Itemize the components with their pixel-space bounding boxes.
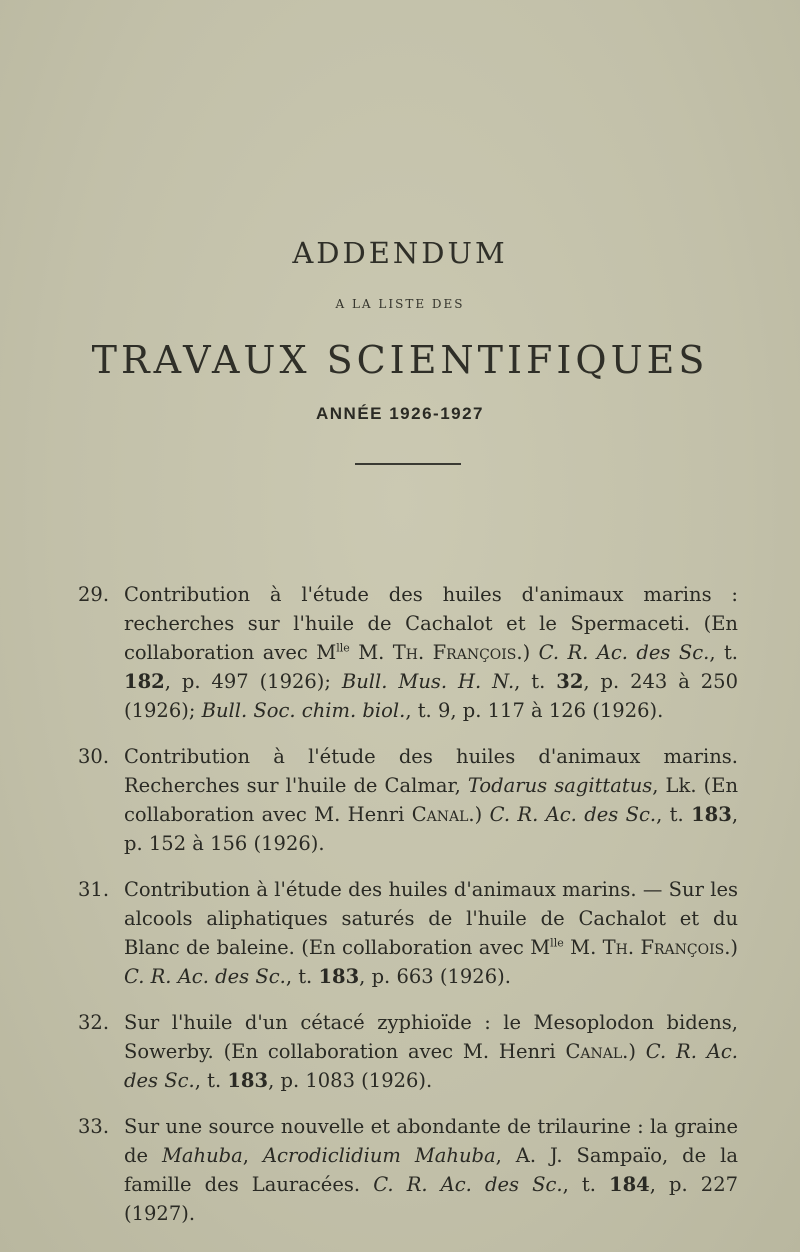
- divider: [355, 463, 461, 465]
- entry-number: 31.: [78, 878, 110, 901]
- entry-text: Contribution à l'étude des huiles d'animaux marins. — Sur les alcools aliphatiques saturés de l'huile de Cachalot et du Blanc de baleine. (En collaboration avec $M^{lle}$ M. Th. François.) C. R. Ac. des Sc., t. 183, p. 663 (1926).: [124, 878, 739, 988]
- entry-species: Todarus sagittatus: [467, 774, 653, 797]
- publication-entry-32: [78, 1008, 738, 1095]
- publication-entry-30: [78, 742, 738, 858]
- entry-journal: Bull. Mus. H. N.: [341, 670, 515, 693]
- publication-entry-29: [78, 580, 738, 725]
- entry-journal: C. R. Ac. des Sc.: [124, 965, 286, 988]
- entry-text: Contribution à l'étude des huiles d'animaux marins. Recherches sur l'huile de Calmar, Todarus sagittatus, Lk. (En collaboration avec M. Henri Canal.) C. R. Ac. des Sc., t. 183, p. 152 à 156 (1926).: [124, 745, 739, 855]
- entry-species: Acrodiclidium Mahuba: [262, 1144, 496, 1167]
- entry-text: Sur une source nouvelle et abondante de trilaurine : la graine de Mahuba, Acrodiclidium Mahuba, A. J. Sampaïo, de la famille des Lauracées. C. R. Ac. des Sc., t. 184, p. 227 (1927).: [124, 1115, 739, 1225]
- publication-list: [78, 580, 738, 1245]
- publication-entry-33: [78, 1112, 738, 1228]
- entry-journal: C. R. Ac. des Sc.: [373, 1173, 563, 1196]
- entry-journal: Bull. Soc. chim. biol.: [201, 699, 406, 722]
- entry-journal: C. R. Ac. des Sc.: [538, 641, 710, 664]
- entry-author: Canal: [565, 1040, 623, 1063]
- entry-journal: C. R. Ac. des Sc.: [489, 803, 657, 826]
- entry-number: 29.: [78, 583, 110, 606]
- document-title: ADDENDUM: [292, 236, 508, 270]
- entry-journal: C. R. Ac. des Sc.: [124, 1040, 738, 1092]
- entry-number: 32.: [78, 1011, 110, 1034]
- document-subtitle: A LA LISTE DES: [335, 297, 465, 311]
- entry-author: Th. François: [392, 641, 517, 664]
- publication-entry-31: [78, 875, 738, 991]
- entry-number: 30.: [78, 745, 110, 768]
- entry-number: 33.: [78, 1115, 110, 1138]
- entry-author: Th. François: [602, 936, 725, 959]
- document-year: ANNÉE 1926-1927: [315, 404, 485, 423]
- document-heading: TRAVAUX SCIENTIFIQUES: [91, 338, 709, 382]
- entry-text: Sur l'huile d'un cétacé zyphioïde : le Mesoplodon bidens, Sowerby. (En collaboration avec M. Henri Canal.) C. R. Ac. des Sc., t. 183, p. 1083 (1926).: [124, 1011, 738, 1092]
- entry-author: Canal: [411, 803, 469, 826]
- entry-text: Contribution à l'étude des huiles d'animaux marins : recherches sur l'huile de Cachalot et le Spermaceti. (En collaboration avec $M^{lle}$ M. Th. François.) C. R. Ac. des Sc., t. 182, p. 497 (1926); Bull. Mus. H. N., t. 32, p. 243 à 250 (1926); Bull. Soc. chim. biol., t. 9, p. 117 à 126 (1926).: [124, 583, 739, 722]
- entry-species: Mahuba: [161, 1144, 243, 1167]
